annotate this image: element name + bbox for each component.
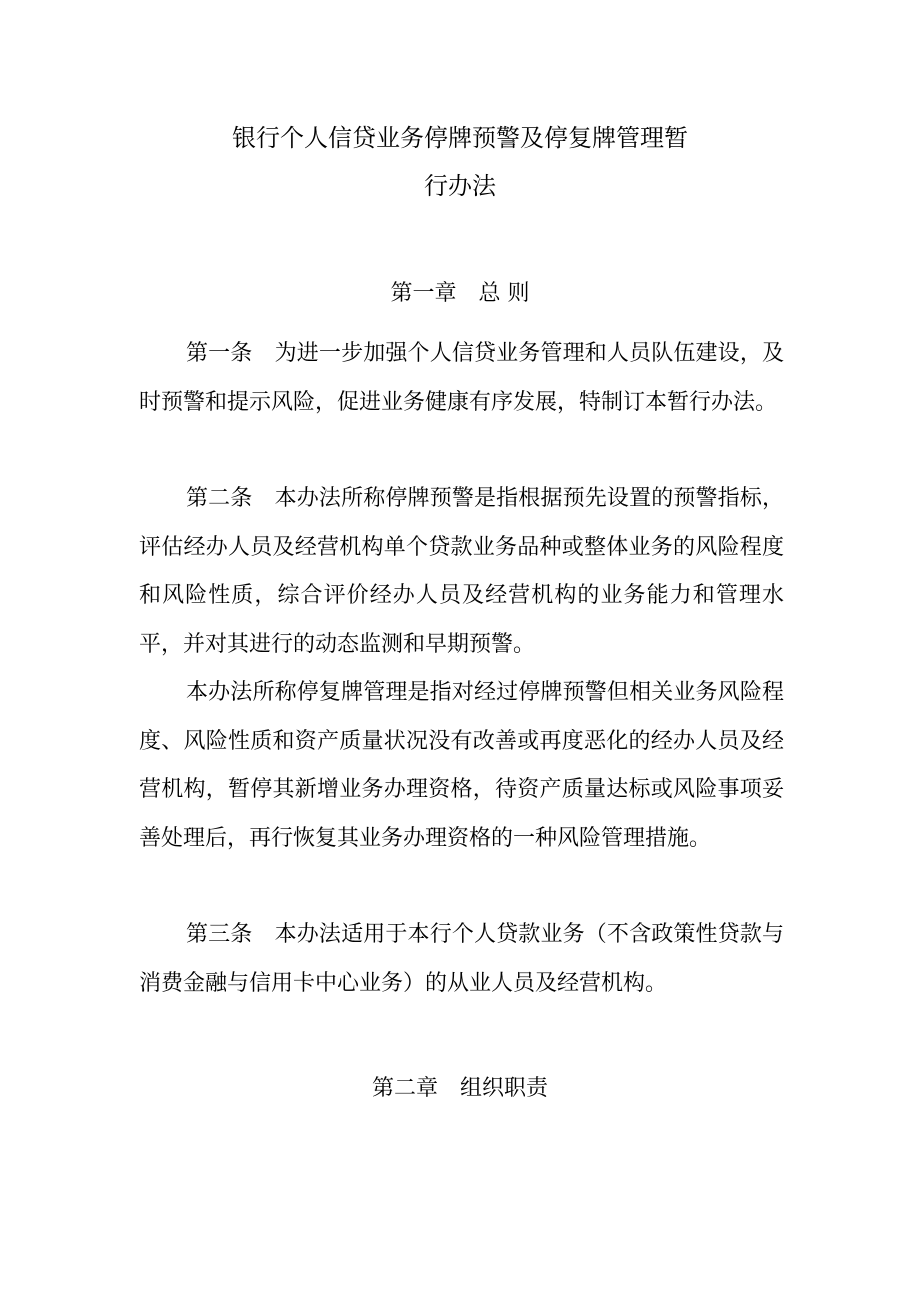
article-3 xyxy=(139,911,784,1008)
chapter-heading-1: 第一章 总 则 xyxy=(390,281,530,306)
article-text: 本办法所称停牌预警是指根据预先设置的预警指标，评估经办人员及经营机构单个贷款业务品种或整体业务的风险程度和风险性质，综合评价经办人员及经营机构的业务能力和管理水平，并对其进行的动态监测和早期预警。 xyxy=(139,486,784,657)
article-text: 本办法适用于本行个人贷款业务（不含政策性贷款与消费金融与信用卡中心业务）的从业人员及经营机构。 xyxy=(139,922,784,996)
chapter-heading-2: 第二章 组织职责 xyxy=(371,1076,548,1101)
document-title-line-1: 银行个人信贷业务停牌预警及停复牌管理暂 xyxy=(232,124,688,152)
article-label: 第二条 xyxy=(186,486,275,511)
document-title-line-2: 行办法 xyxy=(424,172,496,200)
article-2 xyxy=(139,475,784,669)
article-label: 第一条 xyxy=(186,341,275,366)
article-1 xyxy=(139,330,784,427)
article-text: 为进一步加强个人信贷业务管理和人员队伍建设，及时预警和提示风险，促进业务健康有序发展，特制订本暂行办法。 xyxy=(139,341,784,415)
article-label: 第三条 xyxy=(186,922,275,947)
article-2-paragraph-2 xyxy=(139,669,784,863)
article-text: 本办法所称停复牌管理是指对经过停牌预警但相关业务风险程度、风险性质和资产质量状况没有改善或再度恶化的经办人员及经营机构，暂停其新增业务办理资格，待资产质量达标或风险事项妥善处理后，再行恢复其业务办理资格的一种风险管理措施。 xyxy=(139,680,784,851)
